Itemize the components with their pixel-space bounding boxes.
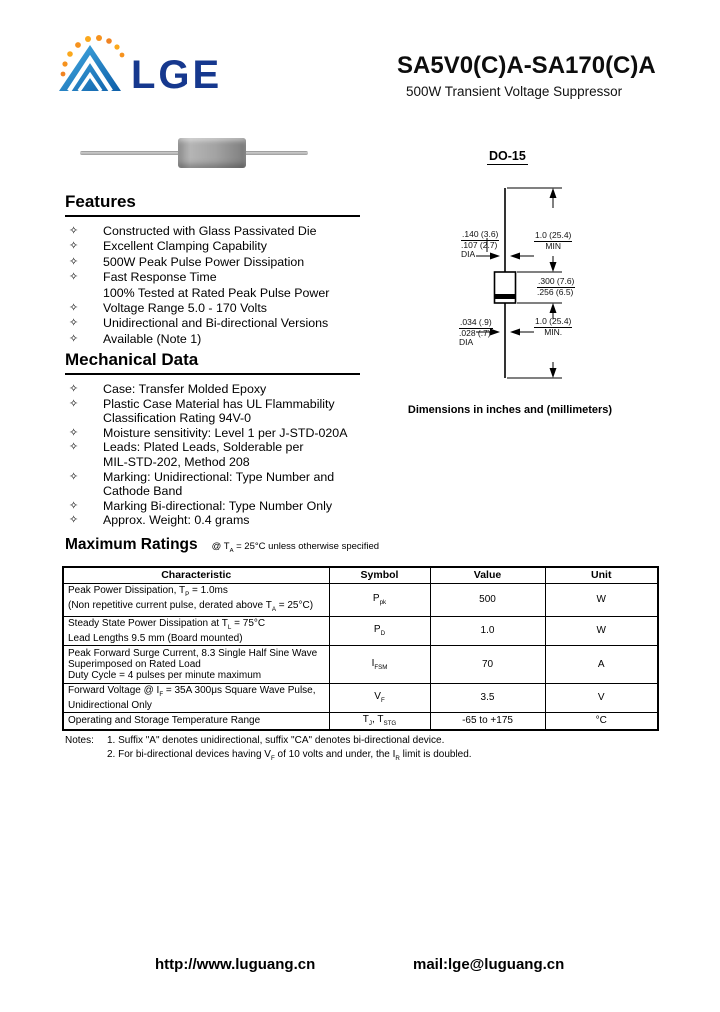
value-cell: 3.5 xyxy=(430,683,545,712)
symbol-cell: $T_J$, $T_{STG}$ xyxy=(329,712,430,730)
max-ratings-table xyxy=(62,566,659,731)
features-list xyxy=(65,224,360,347)
mech-item: ✧ Plastic Case Material has UL Flammability xyxy=(65,397,360,412)
mech-item: ✧ Marking: Unidirectional: Type Number and xyxy=(65,470,360,485)
dim-label-body-length: .300 (7.6) .256 (6.5) xyxy=(537,276,575,297)
diamond-bullet-icon: ✧ xyxy=(69,271,79,284)
notes-list xyxy=(107,734,472,765)
cathode-band xyxy=(495,294,516,299)
mech-item: ✧ Case: Transfer Molded Epoxy xyxy=(65,382,360,397)
diamond-bullet-icon: ✧ xyxy=(69,397,79,410)
ratings-heading-row xyxy=(65,536,379,554)
footer-website-link[interactable]: http://www.luguang.cn xyxy=(155,956,316,973)
diamond-bullet-icon: ✧ xyxy=(69,317,79,330)
col-header-value: Value xyxy=(430,567,545,583)
dimension-arrow xyxy=(550,368,557,378)
symbol-cell: $I_{FSM}$ xyxy=(329,645,430,683)
table-row xyxy=(63,616,658,645)
features-section xyxy=(65,192,360,347)
unit-cell: W xyxy=(545,616,658,645)
symbol-cell: $P_D$ xyxy=(329,616,430,645)
footer-email-link[interactable]: mail:lge@luguang.cn xyxy=(413,956,565,973)
page-title: SA5V0(C)A-SA170(C)A xyxy=(397,52,656,79)
feature-item: ✧ Excellent Clamping Capability xyxy=(65,239,360,254)
dim-label-lead-length-bottom: 1.0 (25.4) MIN. xyxy=(535,316,572,337)
value-cell: 500 xyxy=(430,583,545,616)
unit-cell: V xyxy=(545,683,658,712)
symbol-cell: $P_{pk}$ xyxy=(329,583,430,616)
characteristic-cell: Peak Power Dissipation, $T_P = 1.0ms$ (Non repetitive current pulse, derated above $T_A = 25^\circ C$) xyxy=(63,583,329,616)
mech-item: Cathode Band xyxy=(103,484,183,499)
lge-logo-graphic xyxy=(55,28,240,96)
table-header-row xyxy=(63,567,658,583)
dimensions-caption: Dimensions in inches and (millimeters) xyxy=(407,404,613,416)
col-header-characteristic: Characteristic xyxy=(63,567,329,583)
dim-label-body-diameter: .140 (3.6) .107 (2.7) DIA xyxy=(461,229,499,259)
unit-cell: W xyxy=(545,583,658,616)
diamond-bullet-icon: ✧ xyxy=(69,255,79,268)
value-cell: 1.0 xyxy=(430,616,545,645)
dimension-arrow xyxy=(550,262,557,272)
features-heading: Features xyxy=(65,192,360,217)
col-header-symbol: Symbol xyxy=(329,567,430,583)
diode-photo xyxy=(80,138,308,172)
notes-label: Notes: xyxy=(65,735,94,746)
feature-item: 100% Tested at Rated Peak Pulse Power xyxy=(103,285,330,300)
table-row xyxy=(63,645,658,683)
do15-outline-drawing xyxy=(430,170,630,398)
diamond-bullet-icon: ✧ xyxy=(69,302,79,315)
feature-item: ✧ Available (Note 1) xyxy=(65,332,360,347)
title-block xyxy=(397,52,656,99)
value-cell: 70 xyxy=(430,645,545,683)
diamond-bullet-icon: ✧ xyxy=(69,332,79,345)
feature-item: ✧ Voltage Range 5.0 - 170 Volts xyxy=(65,301,360,316)
diode-body xyxy=(178,138,246,168)
note-item: 2. For bi-directional devices having $V_F$ of 10 volts and under, the $I_R$ limit is doubled. xyxy=(107,748,472,762)
mech-item: ✧ Marking Bi-directional: Type Number Only xyxy=(65,499,360,514)
mechanical-data-section xyxy=(65,350,360,528)
feature-item: ✧ Unidirectional and Bi-directional Versions xyxy=(65,316,360,331)
diamond-bullet-icon: ✧ xyxy=(69,470,79,483)
symbol-cell: $V_F$ xyxy=(329,683,430,712)
diamond-bullet-icon: ✧ xyxy=(69,514,79,527)
feature-item: ✧ 500W Peak Pulse Power Dissipation xyxy=(65,255,360,270)
characteristic-cell: Peak Forward Surge Current, 8.3 Single Half Sine Wave Superimposed on Rated Load Duty Cycle = 4 pulses per minute maximum xyxy=(63,645,329,683)
ratings-heading: Maximum Ratings xyxy=(65,536,198,553)
value-cell: -65 to +175 xyxy=(430,712,545,730)
feature-item: ✧ Constructed with Glass Passivated Die xyxy=(65,224,360,239)
mechanical-data-heading: Mechanical Data xyxy=(65,350,360,375)
note-item: 1. Suffix "A" denotes unidirectional, suffix "CA" denotes bi-directional device. xyxy=(107,735,445,746)
mech-item: Classification Rating 94V-0 xyxy=(103,411,252,426)
characteristic-cell: Steady State Power Dissipation at $T_L = 75^\circ C$ Lead Lengths 9.5 mm (Board mounted) xyxy=(63,616,329,645)
mechanical-data-list xyxy=(65,382,360,528)
dim-label-lead-diameter: .034 (.9) .028 (.7) DIA xyxy=(459,317,492,347)
diamond-bullet-icon: ✧ xyxy=(69,225,79,237)
dimension-arrow xyxy=(550,303,557,313)
diamond-bullet-icon: ✧ xyxy=(69,441,79,454)
dimension-arrow xyxy=(550,188,557,198)
notes-section xyxy=(65,734,472,765)
mech-item: ✧ Leads: Plated Leads, Solderable per xyxy=(65,440,360,455)
mech-item: MIL-STD-202, Method 208 xyxy=(103,454,250,469)
dim-label-lead-length-top: 1.0 (25.4) MIN xyxy=(535,230,572,251)
diamond-bullet-icon: ✧ xyxy=(69,383,79,395)
characteristic-cell: Operating and Storage Temperature Range xyxy=(63,712,329,730)
diamond-bullet-icon: ✧ xyxy=(69,499,79,512)
feature-item: ✧ Fast Response Time xyxy=(65,270,360,285)
mech-item: ✧ Moisture sensitivity: Level 1 per J-STD-020A xyxy=(65,426,360,441)
diamond-bullet-icon: ✧ xyxy=(69,426,79,439)
mech-item: ✧ Approx. Weight: 0.4 grams xyxy=(65,513,360,528)
logo-text: LGE xyxy=(131,53,223,96)
diamond-bullet-icon: ✧ xyxy=(69,240,79,253)
table-row xyxy=(63,583,658,616)
table-row xyxy=(63,712,658,730)
unit-cell: A xyxy=(545,645,658,683)
package-name-label: DO-15 xyxy=(489,149,526,163)
unit-cell: °C xyxy=(545,712,658,730)
characteristic-cell: Forward Voltage @ $I_F = 35A$ 300μs Square Wave Pulse, Unidirectional Only xyxy=(63,683,329,712)
col-header-unit: Unit xyxy=(545,567,658,583)
table-row xyxy=(63,683,658,712)
page-subtitle: 500W Transient Voltage Suppressor xyxy=(406,84,623,99)
lge-logo xyxy=(55,28,240,101)
dimension-arrow xyxy=(510,329,520,336)
ratings-condition: @ $T_A = 25^\circ C$ unless otherwise specified xyxy=(211,541,380,554)
dimension-arrow xyxy=(510,253,520,260)
